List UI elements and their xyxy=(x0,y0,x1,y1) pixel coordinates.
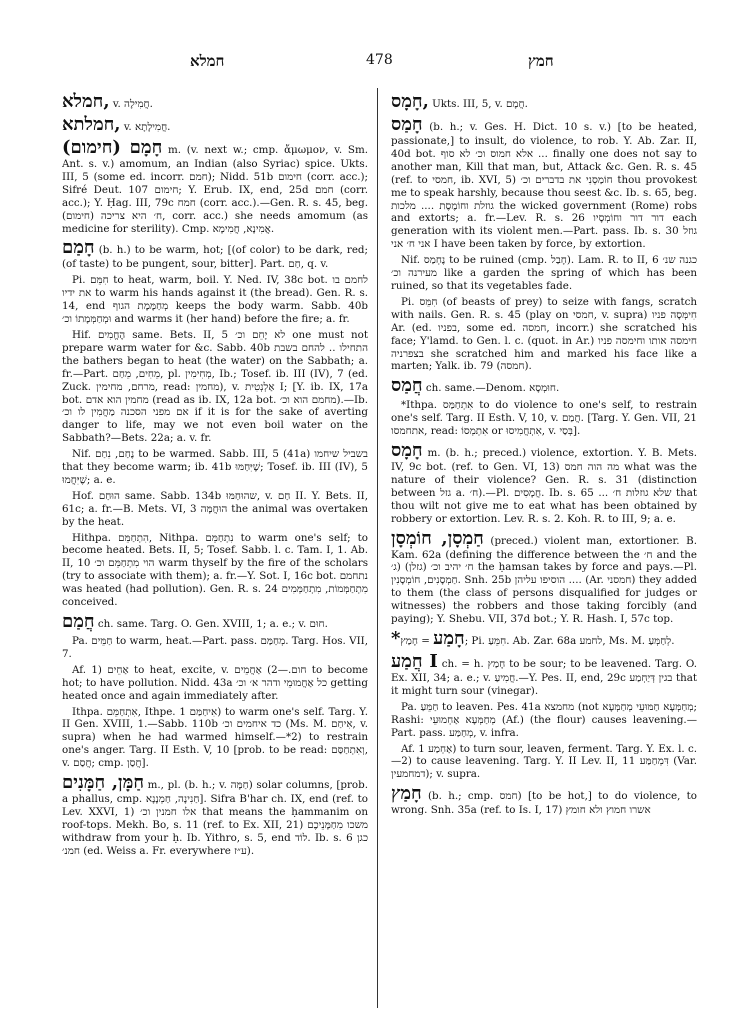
dictionary-entry xyxy=(62,238,368,271)
entry-text: m. (v. next w.; cmp. ἄμωμον, v. Sm. Ant. s. v.) amomum, an Indian (also Syriac) spice. Ukts. III, 5 (some ed. incorr. חמם); Nidd. 51b חימום (corr. acc.); Sifré Deut. 107 חימום; Y. Erub. IX, end, 25d חמם (corr. acc.); Y. Ḥag. III, 79c חמח (corr. acc.).—Gen. R. s. 45, beg. (חימום) ח׳ היא צריכה, corr. acc.) she needs amomum (as medicine for sterility). Cmp. אֲמִינָא, חֲמִימָא. xyxy=(62,144,368,235)
entry-text: Pi. חִמֵּם to heat, warm, boil. Y. Ned. IV, 38c bot. לחמם בו את ידיו to warm his hands against it (the bread). Gen. R. s. 14, end מְחַמֶּמֶת הגוף keeps the body warm. Sabb. 40b וּמְחַמְּמָתוֹ וכ׳ and warms it (her hand) before the fire; a. fr. xyxy=(62,274,368,326)
dictionary-entry xyxy=(391,701,697,740)
entry-headword: חַמְסָן, חוֹמְסָן xyxy=(391,527,484,549)
entry-headword: חָמָס, xyxy=(391,92,429,112)
dictionary-entry xyxy=(62,706,368,771)
entry-headword: חמלתא, xyxy=(62,114,121,135)
dictionary-entry xyxy=(391,629,697,649)
entry-text: ch. = h. חָמַץ to be sour; to be leavened. Targ. O. Ex. XII, 34; a. e.; v. חֲמִיעַ.—Y. Pes. II, end, 29c בגין דְּיַחְמַע that it might turn sour (vinegar). xyxy=(391,658,697,697)
entry-headword: חֲמַם xyxy=(62,611,95,632)
entry-text: Hof. הוּחַם same. Sabb. 134b שהוּחַמּוּ, v. חַם II. Y. Bets. II, 61c; a. fr.—B. Mets. VI, 3 הוּחֲמָּה the animal was overtaken by the heat. xyxy=(62,489,368,528)
dictionary-entry xyxy=(391,115,697,251)
entry-text: v. חֲמִילָה. xyxy=(109,98,153,110)
entry-text: Pi. חִמֵּס (of beasts of prey) to seize with fangs, scratch with nails. Gen. R. s. 45 (play on חמסי, v. supra) חִימְּסָה פניו Ar. (ed. בפניו, some ed. חמסה, incorr.) she scratched his face; Y'lamd. to Gen. l. c. (quot. in Ar.) חימסה אותו וחימסה פניו בצפרניה she scratched him and marked his face like a marten; Yalk. ib. 79 (חמסה). xyxy=(391,295,697,373)
dictionary-entry xyxy=(62,138,368,235)
entry-text: ch. same. Targ. O. Gen. XVIII, 1; a. e.; v. חוּם. xyxy=(94,618,328,630)
entry-text: Nif. נֶחַם, נִחַם to be warmed. Sabb. III, 5 (41a) בשביל שיחמו that they become warm; ib. 41b שֶׁיִּחַמּוּ; Tosef. ib. III (IV), 5 שֶׁיִּחֲמוּ; a. e. xyxy=(62,448,368,486)
entry-headword: חָמַס xyxy=(391,114,423,135)
entry-headword: חַמָּן, חַמָּנִים xyxy=(62,772,144,794)
entry-text: = חָמַץ; Pi. חִמֵּעַ. Ab. Zar. 68a לחמע, Ms. M. לְחַמְּעַ. xyxy=(400,635,675,647)
entry-text: v. חֲמִילָתָא. xyxy=(120,121,171,133)
entry-text: m., pl. (b. h.; v. חַמָּה) solar columns, [prob. a phallus, cmp. חַנִינָה, חַמְנָנָא]. Sifra B'har ch. IX, end (ref. to Lev. XXVI, 1) אלו חמנין וכ׳ that means the ḥammanim on roof-tops. Mekh. Bo, s. 11 (ref. to Ex. XII, 21) משכו מִחַמָּנֵיכֶם withdraw from your ḥ. Ib. Yithro, s. 5, end לוֹד. Ib. s. 6 כגן חמנ׳ (ed. Weiss a. Fr. everywhere ע״ז). xyxy=(62,779,368,857)
entry-text: (b. h.; v. Ges. H. Dict. 10 s. v.) [to be heated, passionate,] to insult, do violence, to rob. Y. Ab. Zar. II, 40d bot. אלא חמוס וכ׳ לא סוף ... finally one does not say to another man, Kill that man, but, Attack &c. Gen. R. s. 45 (ref. to חמסי, ib. XVI, 5) חוֹמַסְנִי את בדברים וכ׳ thou provokest me to speak harshly, because thou seest &c. Ib. s. 65, beg. גוזלת וחוֹמֶסֶת .... מלכות the wicked government (Rome) robs and extorts; a. fr.—Lev. R. s. 26 דור דור וחוֹמְסָיו each generation with its violent men.—Part. pass. Ib. s. 30 גוזל אני ח׳ אני I have been taken by force, by extortion. xyxy=(391,121,697,251)
entry-headword: חמלא, xyxy=(62,92,110,112)
dictionary-entry xyxy=(391,92,697,112)
entry-text: *Ithpa. אִתְחַמַּס to do violence to one's self, to restrain one's self. Targ. II Esth. V, 10, v. חֲמַם. [Targ. Y. Gen. VII, 21 אתחמסו, read: אִתְמְסוֹ or אִתְחֲמִיסוּ, v. בְּסַי]. xyxy=(391,399,697,438)
entry-text: (preced.) violent man, extortioner. B. Kam. 62a (defining the difference between the ח׳ and the ג׳) ח׳ יהיב וכ׳ (גזלן) the ḥamsan takes by force and pays.—Pl. חַמְסָנִים, חוֹמְסָנִין. Snh. 25b הוסיפו עליהן .... (Ar. חמסני) they added to them (the class of persons disqualified for judges or witnesses) the robbers and those taking forcibly (and paying); Y. Shebu. VII, 37d bot.; Y. R. Hash. I, 57c top. xyxy=(391,534,697,626)
entry-text: Ukts. III, 5, v. חֲמָם. xyxy=(428,98,528,110)
dictionary-entry xyxy=(62,92,368,112)
dictionary-entry xyxy=(391,254,697,293)
entry-headword: חָמָם (חימום) xyxy=(62,137,163,158)
dictionary-entry xyxy=(62,490,368,529)
running-head-left: חמלא xyxy=(190,52,225,70)
entry-text: Hif. הֶחֱמִים same. Bets. II, 5 לא יָחֵם וכ׳ one must not prepare warm water for &c. Sabb. 40b התחילו .. להחם בשבת the bathers began to heat (the water) on the Sabbath; a. fr.—Part. מֵחִים, מֵחַם, pl. מְחִימִין, Ib.; Tosef. ib. III (IV), 7 (ed. Zuck. מרחם, מחימין, read: מחמין), v. אַלְנְטִית I; [Y. ib. IX, 17a bot. מחמין הוא אדם (read as ib. IX, 12a bot. מחמם הוא וכ׳).—Ib. אם מפני הסכנה מַחֲמִין לו וכ׳ if it is for the sake of averting danger to life, may we not even boil water on the Sabbath?—Bets. 22a; a. v. fr. xyxy=(62,328,368,445)
dictionary-entry xyxy=(391,784,697,817)
entry-headword: *חָמַע xyxy=(391,628,465,649)
entry-text: Nif. נֶחְמַס to be ruined (cmp. חָבַל). Lam. R. to II, 6 כגנה שנ׳ מעירנה וכ׳ like a garden the spring of which has been ruined, so that its vegetables fade. xyxy=(391,254,697,292)
entry-text: (b. h.; cmp. חמס) [to be hot,] to do violence, to wrong. Snh. 35a (ref. to Is. I, 17) אשרו חמוץ ולא חומץ xyxy=(391,790,697,817)
entry-text: Hithpa. הִתְחַמֵּם, Nithpa. נִתְחַמֵּם to warm one's self; to become heated. Bets. II, 5; Tosef. Sabb. l. c. Tam. I, 1. Ab. II, 10 הוי מִתְחַמֵּם וכ׳ warm thyself by the fire of the scholars (try to associate with them); a. fr.—Y. Sot. I, 16c bot. נתחמם was heated (had pollution). Gen. R. s. 24 מִתְחַמְּמוֹת, מִתְחַמְּמִים conceived. xyxy=(62,531,368,609)
entry-headword: חָמָס xyxy=(391,440,423,462)
right-column xyxy=(391,92,697,1002)
dictionary-entry xyxy=(62,612,368,632)
dictionary-entry xyxy=(391,743,697,782)
entry-text: (b. h.) to be warm, hot; [(of color) to be dark, red; (of taste) to be pungent, sour, bitter]. Part. חַם, q. v. xyxy=(62,244,368,271)
entry-text: m. (b. h.; preced.) violence, extortion. Y. B. Mets. IV, 9c bot. (ref. to Gen. VI, 13) מה הוה חמס what was the nature of their violence? Gen. R. s. 31 (distinction between גזל a. ח׳).—Pl. חֲמָסִים. Ib. s. 65 ... שלא גוזלות ח׳ that thou wilt not give me to eat what has been obtained by robbery or extortion. Lev. R. s. 2. Koh. R. to III, 9; a. e. xyxy=(391,447,697,525)
dictionary-entry xyxy=(62,274,368,326)
page-number: 478 xyxy=(366,52,393,68)
left-column xyxy=(62,92,368,1002)
entry-headword: חֲמַס xyxy=(391,375,423,397)
entry-text: Ithpa. אִתְחַמֵּם, Ithpe. אִיחַמַּם 1) to warm one's self. Targ. Y. II Gen. XVIII, 1.—Sabb. 110b כד איחמים וכ׳ (Ms. M. אִיחַם, v. supra) when he had warmed himself.—*2) to restrain one's anger. Targ. II Esth. V, 10 [prob. to be read: וְאִתְחַסַּם, v. חֲסַם; cmp. חֲסַן]. xyxy=(62,705,368,770)
entry-headword: חֲמַע I xyxy=(391,651,438,672)
dictionary-entry xyxy=(391,376,697,396)
entry-headword: חָמַם xyxy=(62,237,95,259)
dictionary-entry xyxy=(391,296,697,373)
dictionary-entry xyxy=(62,664,368,703)
running-head-right: חמץ xyxy=(528,52,554,70)
dictionary-entry xyxy=(391,529,697,626)
entry-text: Pa. חַמֵּים to warm, heat.—Part. pass. מְחַמַּם. Targ. Hos. VII, 7. xyxy=(62,635,368,660)
dictionary-entry xyxy=(62,115,368,135)
entry-text: Af. 1) אַחֵים to heat, excite, v. חום.—2) אַחֲמֵים to become hot; to have pollution. Nidd. 43a כל אַחֲמוּמֵי ודהר א׳ וכ׳ getting heated once and again immediately after. xyxy=(62,663,368,702)
entry-headword: חָמַץ xyxy=(391,783,422,805)
dictionary-entry xyxy=(62,448,368,487)
dictionary-entry xyxy=(391,652,697,698)
entry-text: Af. אַחְמַע 1) to turn sour, leaven, ferment. Targ. Y. Ex. l. c.—2) to cause leavening. Targ. Y. II Lev. II, 11 דִּמְחַמַּע (Var. דמחמעין); v. supra. xyxy=(391,742,697,781)
dictionary-entry xyxy=(62,635,368,661)
dictionary-entry xyxy=(62,532,368,609)
entry-text: Pa. חַמֵּעַ to leaven. Pes. 41a מחמצא (not מְחַמְּעָא חַמּוּעֵי מְחַמְּעָא; Rashi: מְחַמְּעָא אַחְמוּעֵי (Af.) (the flour) causes leavening.—Part. pass. מְחַמַּע, v. infra. xyxy=(391,700,697,739)
page-header xyxy=(0,52,750,72)
dictionary-entry xyxy=(62,329,368,445)
dictionary-entry xyxy=(391,441,697,526)
column-divider xyxy=(377,88,378,1008)
dictionary-entry xyxy=(62,773,368,858)
dictionary-entry xyxy=(391,399,697,438)
entry-text: ch. same.—Denom. חוּמְסָא. xyxy=(422,382,560,395)
